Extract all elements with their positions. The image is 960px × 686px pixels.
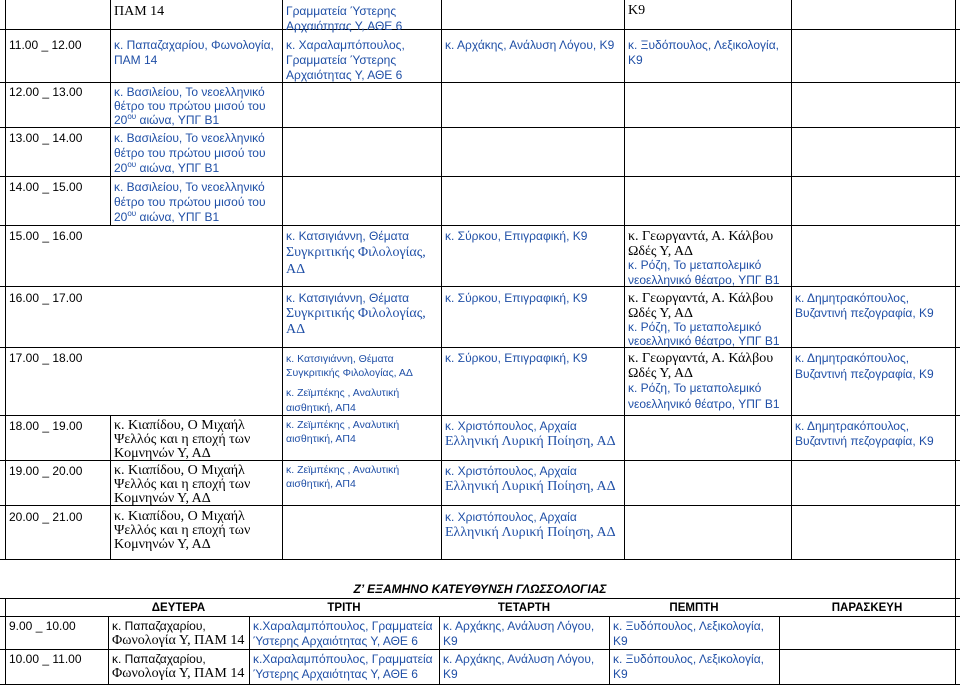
cell-text: Ωδές Υ, ΑΔ — [628, 306, 694, 321]
cell-text: κ. Δημητρακόπουλος, — [795, 291, 910, 305]
cell-text: θέτρο του πρώτου μισού του — [114, 195, 266, 209]
col-line — [439, 616, 440, 684]
row-line — [0, 29, 960, 30]
time-slot: 18.00 _ 19.00 — [9, 419, 83, 433]
col-line — [624, 0, 625, 559]
cell-text: Βυζαντινή πεζογραφία, Κ9 — [795, 367, 934, 381]
time-slot: 19.00 _ 20.00 — [9, 464, 83, 478]
cell-text: αισθητική, ΑΠ4 — [286, 402, 356, 414]
cell-text: ΠΑΜ 14 — [114, 53, 158, 67]
cell-text: ΠΑΜ 14 — [114, 4, 165, 19]
row-line — [0, 225, 960, 226]
cell-text: κ. Αρχάκης, Ανάλυση Λόγου, — [443, 652, 595, 666]
cell-text: κ. Χαραλαμπόπουλος, — [286, 38, 405, 52]
cell-text: θέτρο του πρώτου μισού του — [114, 99, 266, 113]
cell-text: κ. Κατσιγιάννη, Θέματα — [286, 291, 410, 305]
col-line — [779, 616, 780, 684]
century-text: αιώνα, ΥΠΓ Β1 — [136, 161, 220, 175]
cell-text: Κομνηνών Υ, ΑΔ — [114, 491, 211, 506]
century-number: 20 — [114, 161, 128, 175]
cell-text: Αρχαιότητας Υ, ΑΘΕ 6 — [286, 68, 403, 82]
cell-text: Ύστερης Αρχαιότητας Υ, ΑΘΕ 6 — [253, 667, 418, 681]
cell-text: Ύστερης Αρχαιότητας Υ, ΑΘΕ 6 — [253, 634, 418, 648]
cell-text: Συγκριτικής Φιλολογίας, — [286, 306, 426, 321]
row-line — [0, 616, 960, 617]
row-line — [0, 347, 960, 348]
cell-text: Ελληνική Λυρική Ποίηση, ΑΔ — [445, 525, 616, 540]
cell-text: κ. Παπαζαχαρίου, — [112, 619, 206, 633]
col-line — [441, 0, 442, 559]
cell-text: κ. Ξυδόπουλος, Λεξικολογία, — [613, 619, 764, 633]
time-slot: 11.00 _ 12.00 — [9, 38, 82, 52]
day-header-monday: ΔΕΥΤΕΡΑ — [151, 602, 206, 614]
cell-text: Συγκριτικής Φιλολογίας, ΑΔ — [286, 367, 413, 379]
col-line — [282, 0, 283, 559]
day-header-thursday: ΠΕΜΠΤΗ — [669, 602, 719, 614]
cell-text: κ. Παπαζαχαρίου, Φωνολογία, — [114, 38, 274, 52]
time-slot: 15.00 _ 16.00 — [9, 229, 83, 243]
cell-text: αισθητική, ΑΠ4 — [286, 478, 356, 490]
century-text: αιώνα, ΥΠΓ Β1 — [136, 210, 220, 224]
cell-text: κ. Βασιλείου, Το νεοελληνικό — [114, 131, 265, 145]
col-line — [110, 415, 111, 559]
col-line — [955, 559, 956, 684]
cell-text: κ. Χριστόπουλος, Αρχαία — [445, 464, 577, 478]
cell-text: κ. Κιαπίδου, Ο Μιχαήλ — [114, 463, 245, 478]
ordinal-suffix: ου — [127, 209, 137, 218]
cell-text: κ. Ρόζη, Το μεταπολεμικό — [628, 381, 762, 395]
century-number: 20 — [114, 113, 128, 127]
day-header-wednesday: ΤΕΤΑΡΤΗ — [497, 602, 551, 614]
cell-text: Κομνηνών Υ, ΑΔ — [114, 537, 211, 552]
row-line — [0, 649, 960, 650]
time-slot: 13.00 _ 14.00 — [9, 131, 83, 145]
cell-text: κ. Ρόζη, Το μεταπολεμικό — [628, 258, 762, 272]
cell-text: κ. Ζεϊμπέκης , Αναλυτική — [286, 419, 400, 431]
cell-text: Βυζαντινή πεζογραφία, Κ9 — [795, 306, 934, 320]
cell-text — [114, 210, 219, 225]
cell-text: κ. Χριστόπουλος, Αρχαία — [445, 510, 577, 524]
cell-text: κ. Ζεϊμπέκης , Αναλυτική — [286, 464, 400, 476]
row-line — [0, 286, 960, 287]
cell-text: κ. Δημητρακόπουλος, — [795, 419, 910, 433]
row-line — [0, 559, 960, 560]
cell-text: ΑΔ — [286, 322, 306, 337]
century-number: 20 — [114, 210, 128, 224]
cell-text: Συγκριτικής Φιλολογίας, — [286, 245, 426, 260]
row-line — [0, 176, 960, 177]
cell-text: κ. Γεωργαντά, Α. Κάλβου — [628, 229, 774, 244]
cell-text: Κ9 — [613, 667, 628, 681]
cell-text: θέτρο του πρώτου μισού του — [114, 146, 266, 160]
cell-text: κ. Αρχάκης, Ανάλυση Λόγου, Κ9 — [445, 38, 615, 52]
cell-text: κ. Δημητρακόπουλος, — [795, 351, 910, 365]
cell-text — [114, 161, 219, 176]
ordinal-suffix: ου — [127, 112, 137, 121]
cell-text: κ. Κιαπίδου, Ο Μιχαήλ — [114, 509, 245, 524]
col-line — [791, 0, 792, 559]
cell-text: νεοελληνικό θέατρο, ΥΠΓ Β1 — [628, 397, 780, 411]
cell-text: Φωνολογία Υ, ΠΑΜ 14 — [112, 666, 245, 681]
cell-text: κ. Χριστόπουλος, Αρχαία — [445, 419, 577, 433]
cell-text: Γραμματεία Ύστερης — [286, 53, 397, 67]
cell-text: Βυζαντινή πεζογραφία, Κ9 — [795, 434, 934, 448]
col-line — [249, 616, 250, 684]
section-title: Ζ’ ΕΞΑΜΗΝΟ ΚΑΤΕΥΘΥΝΣΗ ΓΛΩΣΣΟΛΟΓΙΑΣ — [353, 582, 607, 596]
col-line — [5, 0, 6, 559]
cell-text: νεοελληνικό θέατρο, ΥΠΓ Β1 — [628, 273, 780, 287]
time-slot: 10.00 _ 11.00 — [9, 652, 82, 666]
cell-text: κ. Ξυδόπουλος, Λεξικολογία, — [613, 652, 764, 666]
cell-text: κ. Κιαπίδου, Ο Μιχαήλ — [114, 418, 245, 433]
cell-text: κ.Χαραλαμπόπουλος, Γραμματεία — [253, 619, 433, 633]
col-line — [5, 598, 6, 684]
row-line — [0, 598, 960, 599]
row-line — [0, 415, 960, 416]
cell-text: κ. Κατσιγιάννη, Θέματα — [286, 353, 394, 365]
cell-text: Φωνολογία Υ, ΠΑΜ 14 — [112, 633, 245, 648]
cell-text: κ. Ρόζη, Το μεταπολεμικό — [628, 320, 762, 334]
col-line — [110, 0, 111, 225]
time-slot: 9.00 _ 10.00 — [9, 619, 76, 633]
cell-text: νεοελληνικό θέατρο, ΥΠΓ Β1 — [628, 334, 780, 348]
cell-text: αισθητική, ΑΠ4 — [286, 433, 356, 445]
cell-text: Κ9 — [613, 634, 628, 648]
cell-text: Κ9 — [443, 634, 458, 648]
time-slot: 14.00 _ 15.00 — [9, 180, 83, 194]
time-slot: 16.00 _ 17.00 — [9, 291, 83, 305]
row-line — [0, 684, 960, 685]
col-line — [108, 616, 109, 684]
cell-text: Ωδές Υ, ΑΔ — [628, 244, 694, 259]
cell-text: Αρχαιότητας Υ, ΑΘΕ 6 — [286, 19, 403, 33]
cell-text: Κ9 — [628, 53, 643, 67]
cell-text: Ψελλός και η εποχή των — [114, 523, 251, 538]
cell-text: Ψελλός και η εποχή των — [114, 477, 251, 492]
cell-text: κ. Σύρκου, Επιγραφική, Κ9 — [445, 291, 588, 305]
cell-text: κ. Βασιλείου, Το νεοελληνικό — [114, 180, 265, 194]
century-text: αιώνα, ΥΠΓ Β1 — [136, 113, 220, 127]
cell-text: κ. Ξυδόπουλος, Λεξικολογία, — [628, 38, 779, 52]
cell-text: Κ9 — [628, 3, 646, 18]
cell-text: κ. Παπαζαχαρίου, — [112, 652, 206, 666]
cell-text: κ. Ζεϊμπέκης , Αναλυτική — [286, 387, 400, 399]
cell-text: Ψελλός και η εποχή των — [114, 432, 251, 447]
time-slot: 17.00 _ 18.00 — [9, 351, 83, 365]
time-slot: 12.00 _ 13.00 — [9, 85, 83, 99]
time-slot: 20.00 _ 21.00 — [9, 510, 83, 524]
cell-text: Γραμματεία Ύστερης — [286, 4, 397, 18]
cell-text: κ. Κατσιγιάννη, Θέματα — [286, 229, 410, 243]
col-line — [609, 616, 610, 684]
cell-text — [114, 113, 219, 128]
cell-text: Κομνηνών Υ, ΑΔ — [114, 446, 211, 461]
cell-text: Ελληνική Λυρική Ποίηση, ΑΔ — [445, 479, 616, 494]
cell-text: κ. Σύρκου, Επιγραφική, Κ9 — [445, 229, 588, 243]
cell-text: Ελληνική Λυρική Ποίηση, ΑΔ — [445, 434, 616, 449]
cell-text: Ωδές Υ, ΑΔ — [628, 366, 694, 381]
col-line — [955, 0, 956, 559]
cell-text: κ. Γεωργαντά, Α. Κάλβου — [628, 291, 774, 306]
day-header-friday: ΠΑΡΑΣΚΕΥΗ — [831, 602, 903, 614]
cell-text: ΑΔ — [286, 262, 306, 277]
cell-text: κ. Βασιλείου, Το νεοελληνικό — [114, 85, 265, 99]
cell-text: κ.Χαραλαμπόπουλος, Γραμματεία — [253, 652, 433, 666]
cell-text: Κ9 — [443, 667, 458, 681]
cell-text: κ. Γεωργαντά, Α. Κάλβου — [628, 351, 774, 366]
day-header-tuesday: ΤΡΙΤΗ — [327, 602, 361, 614]
cell-text: κ. Σύρκου, Επιγραφική, Κ9 — [445, 351, 588, 365]
cell-text: κ. Αρχάκης, Ανάλυση Λόγου, — [443, 619, 595, 633]
ordinal-suffix: ου — [127, 160, 137, 169]
row-line — [0, 82, 960, 83]
